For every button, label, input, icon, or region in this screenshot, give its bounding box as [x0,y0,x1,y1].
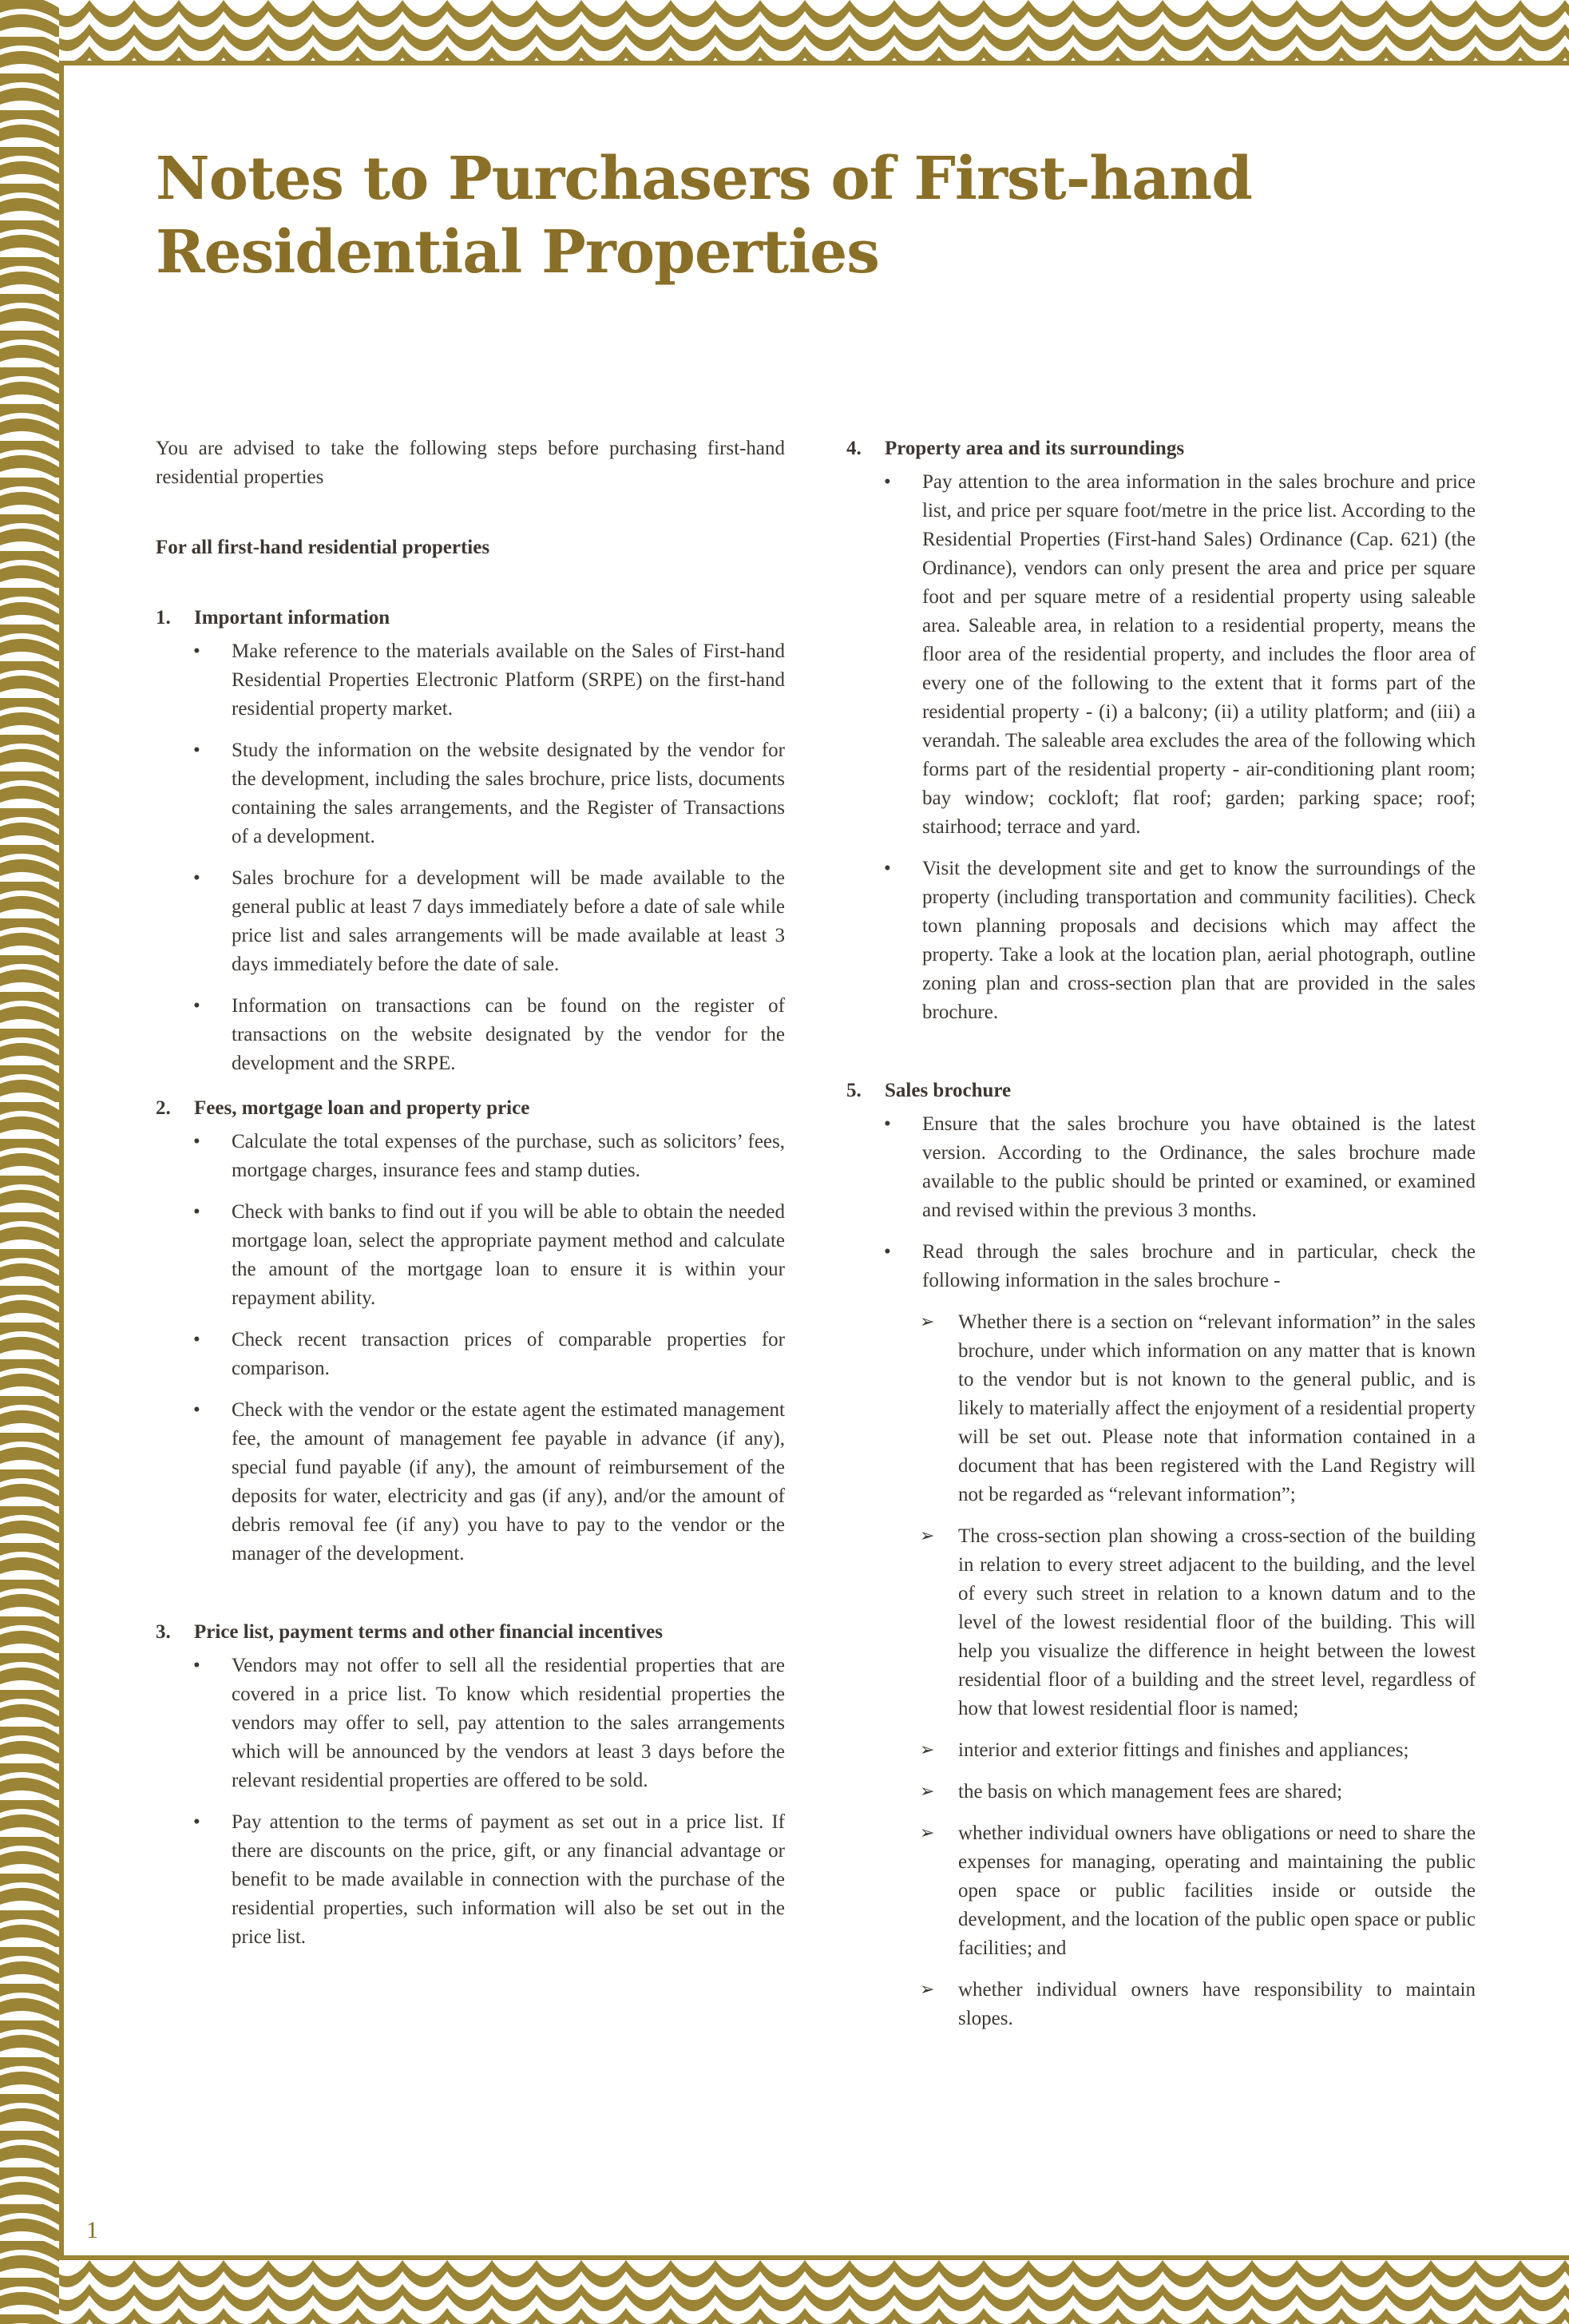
section-important-information [156,604,785,1078]
section-title: Fees, mortgage loan and property price [194,1097,530,1119]
section-number: 4. [846,438,862,459]
list-item: • Pay attention to the area information in the sales brochure and price list, and price per square foot/metre in the price list. According to the Residential Properties (First-hand Sales) Ordinance (Cap. 621) (the Ordinance), vendors can only present the area and price per square foot and per square metre of a residential property using saleable area. Saleable area, in relation to a residential property, means the floor area of the residential property, and includes the floor area of every one of the following to the extent that it forms part of the residential property - (i) a balcony; (ii) a utility platform; and (iii) a verandah. The saleable area excludes the area of the following which forms part of the residential property - air-conditioning plant room; bay window; cockloft; flat roof; garden; parking space; roof; stairhood; terrace and yard. [846,468,1476,842]
arrow-list-item: ➢ the basis on which management fees are shared; [846,1778,1476,1806]
border-rule-left [59,61,64,2260]
list-item: • Calculate the total expenses of the purchase, such as solicitors’ fees, mortgage charges, insurance fees and stamp duties. [156,1128,785,1185]
bullet-list [156,1128,785,1569]
list-item: • Check recent transaction prices of comparable properties for comparison. [156,1326,785,1383]
section-number: 1. [156,607,171,629]
section-heading [846,434,1476,463]
arrow-list [846,1308,1476,2033]
title-line-2: Residential Properties [156,218,879,287]
left-column [156,434,785,1968]
arrow-list-item: ➢ Whether there is a section on “relevant information” in the sales brochure, under which information on any matter that is known to the vendor but is not known to the general public, and is likely to materially affect the enjoyment of a residential property will be set out. Please note that information contained in a document that has been registered with the Land Registry will not be regarded as “relevant information”; [846,1308,1476,1509]
arrow-list-item: ➢ interior and exterior fittings and finishes and appliances; [846,1736,1476,1765]
decorative-border-top [0,0,1569,61]
list-item: • Visit the development site and get to know the surroundings of the property (including transportation and community facilities). Check town planning proposals and decisions which may affect the property. Take a look at the location plan, aerial photograph, outline zoning plan and cross-section plan that are provided in the sales brochure. [846,855,1476,1027]
section-number: 5. [846,1080,862,1101]
section-price-list [156,1618,785,1952]
right-column [846,434,1476,2049]
bullet-list [156,1652,785,1952]
section-fees-mortgage [156,1094,785,1569]
list-item: • Vendors may not offer to sell all the residential properties that are covered in a price list. To know which residential properties the vendors may offer to sell, pay attention to the sales arrangements which will be announced by the vendors at least 3 days before the relevant residential properties are offered to be sold. [156,1652,785,1795]
section-title: Sales brochure [885,1080,1012,1101]
section-sales-brochure [846,1077,1476,2033]
decorative-border-bottom [0,2260,1569,2324]
section-heading [156,604,785,633]
section-property-area [846,434,1476,1027]
section-title: Property area and its surroundings [885,438,1185,459]
bullet-list [846,468,1476,1027]
list-item: • Check with banks to find out if you will be able to obtain the needed mortgage loan, select the appropriate payment method and calculate the amount of the mortgage loan to ensure it is within your repayment ability. [156,1198,785,1313]
list-item: • Check with the vendor or the estate agent the estimated management fee, the amount of management fee payable in advance (if any), special fund payable (if any), the amount of reimbursement of the deposits for water, electricity and gas (if any), and/or the amount of debris removal fee (if any) you have to pay to the vendor or the manager of the development. [156,1396,785,1569]
bullet-list [846,1110,1476,1295]
arrow-list-item: ➢ whether individual owners have obligations or need to share the expenses for managing, operating and maintaining the public open space or public facilities inside or outside the development, and the location of the public open space or public facilities; and [846,1819,1476,1963]
page-number: 1 [86,2217,98,2243]
section-heading [156,1618,785,1647]
section-heading [846,1077,1476,1105]
section-number: 2. [156,1097,171,1119]
page-title [156,142,1274,289]
list-item: • Pay attention to the terms of payment as set out in a price list. If there are discounts on the price, gift, or any financial advantage or benefit to be made available in connection with the purchase of the residential properties, such information will also be set out in the price list. [156,1808,785,1952]
border-rule-top [59,61,1569,65]
arrow-list-item: ➢ whether individual owners have responsibility to maintain slopes. [846,1976,1476,2033]
decorative-border-left [0,0,59,2324]
section-title: Important information [194,607,390,629]
section-number: 3. [156,1621,171,1643]
list-item: • Make reference to the materials available on the Sales of First-hand Residential Properties Electronic Platform (SRPE) on the first-hand residential property market. [156,637,785,724]
section-title: Price list, payment terms and other financial incentives [194,1621,663,1643]
subheading: For all first-hand residential properties [156,537,490,558]
section-heading [156,1094,785,1123]
intro-paragraph: You are advised to take the following steps before purchasing first-hand residential properties [156,438,785,488]
list-item: • Sales brochure for a development will be made available to the general public at least 7 days immediately before a date of sale while price list and sales arrangements will be made available at least 3 days immediately before the date of sale. [156,864,785,979]
list-item: • Information on transactions can be found on the register of transactions on the website designated by the vendor for the development and the SRPE. [156,992,785,1078]
border-rule-bottom [59,2255,1569,2260]
arrow-list-item: ➢ The cross-section plan showing a cross-section of the building in relation to every street adjacent to the building, and the level of every such street in relation to a known datum and to the level of the lowest residential floor of the building. This will help you visualize the difference in height between the lowest residential floor of a building and the street level, regardless of how that lowest residential floor is named; [846,1522,1476,1723]
list-item: • Ensure that the sales brochure you have obtained is the latest version. According to the Ordinance, the sales brochure made available to the public should be printed or examined, or examined and revised within the previous 3 months. [846,1110,1476,1225]
bullet-list [156,637,785,1078]
list-item: • Study the information on the website designated by the vendor for the development, including the sales brochure, price lists, documents containing the sales arrangements, and the Register of Transactions of a development. [156,736,785,851]
title-line-1: Notes to Purchasers of First-hand [156,145,1252,213]
list-item: • Read through the sales brochure and in particular, check the following information in the sales brochure - [846,1238,1476,1295]
